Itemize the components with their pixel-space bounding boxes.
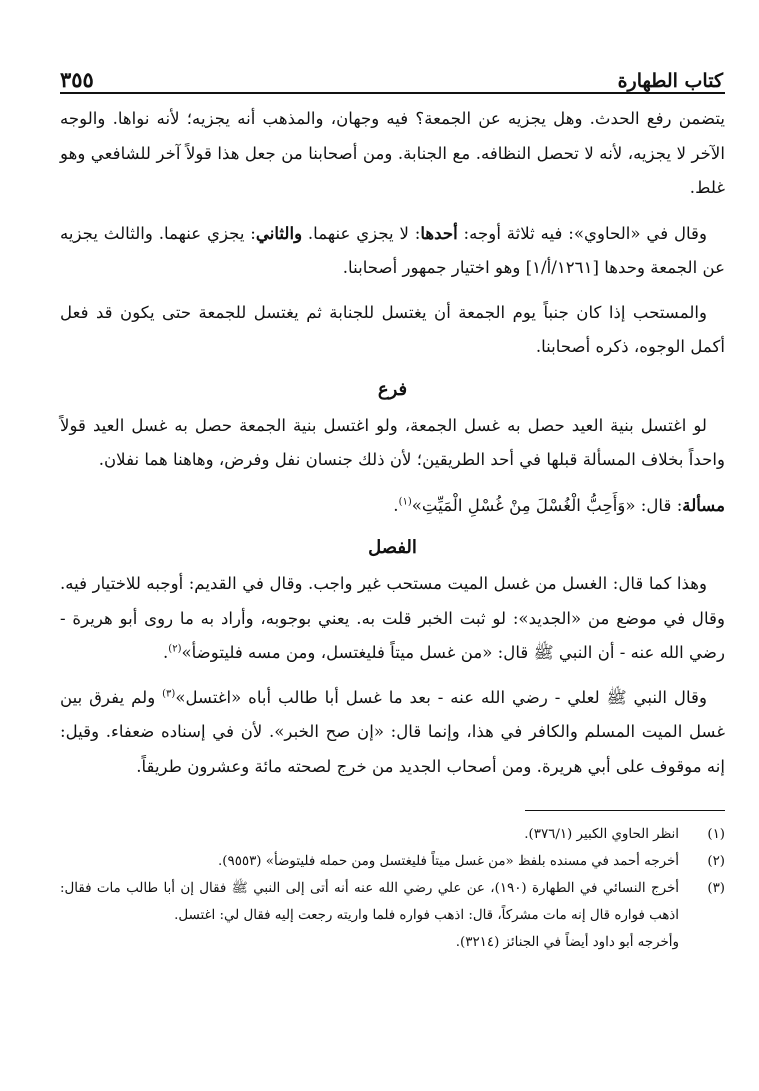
first-text: : لا يجزي عنهما. bbox=[302, 223, 421, 243]
ghusl-end: . bbox=[163, 643, 169, 662]
footnote bbox=[60, 875, 725, 929]
footnote-divider bbox=[525, 810, 725, 811]
masala-line: مسألة: قال: «وَأَحِبُّ الْغُسْلَ مِنْ غُسْلِ الْمَيِّتِ»$^{(١)}$. bbox=[393, 494, 725, 515]
paragraph-mustahab: والمستحب إذا كان جنباً يوم الجمعة أن يغتسل للجنابة ثم يغتسل للجمعة حتى يكون قد فعل أكمل الوجوه، ذكره أصحابنا. bbox=[60, 302, 725, 356]
main-text bbox=[60, 102, 725, 784]
paragraph-ghusl bbox=[60, 567, 725, 671]
footnote-number: (٢) bbox=[707, 854, 725, 869]
page bbox=[60, 52, 725, 956]
masala-text: : قال: «وَأَحِبُّ الْغُسْلَ مِنْ غُسْلِ الْمَيِّتِ» bbox=[411, 495, 683, 515]
footnote-ref-1: (١) bbox=[398, 495, 412, 507]
paragraph-1: يتضمن رفع الحدث. وهل يجزيه عن الجمعة؟ فيه وجهان، والمذهب أنه يجزيه؛ لأنه نواها. والوجه الآخر لا يجزيه، لأنه لا تحصل النظافه. مع الجنابة. ومن أصحابنا من جعل هذا قولاً آخر للشافعي وهو غلط. bbox=[60, 109, 725, 197]
footnote bbox=[60, 848, 725, 875]
footnote-number: (٣) bbox=[707, 881, 725, 896]
footnote-text: أخرج النسائي في الطهارة (١٩٠)، عن علي رضي الله عنه أنه أتى إلى النبي ﷺ فقال إن أبا طالب مات فقال: اذهب فواره قال إنه مات مشركاً، قال: اذهب فواره فلما واريته رجعت إليه فقال لي: اغتسل. bbox=[60, 881, 679, 923]
footnote-ref-2: (٢) bbox=[168, 643, 182, 655]
heading-far: فرع bbox=[377, 378, 408, 400]
footnote-continuation: وأخرجه أبو داود أيضاً في الجنائز (٣٢١٤). bbox=[455, 935, 679, 950]
second-label: والثاني bbox=[255, 222, 303, 243]
ali-text-a: وقال النبي ﷺ لعلي - رضي الله عنه - بعد ما غسل أبا طالب أباه «اغتسل» bbox=[175, 687, 707, 707]
footnote-number: (١) bbox=[707, 827, 725, 842]
footnote-text: انظر الحاوي الكبير (٣٧٦/١). bbox=[524, 827, 679, 842]
ali-text-b: ولم يفرق بين غسل الميت المسلم والكافر في هذا، وإنما قال: «إن صح الخبر». لأن في إسناده ضعفاء. وقيل: إنه موقوف على أبي هريرة. ومن أصحاب الجديد من خرج لصحته مائة وعشرون طريقاً. bbox=[60, 687, 725, 776]
book-title: كتاب الطهارة bbox=[617, 70, 723, 92]
masala-label: مسألة bbox=[682, 494, 725, 515]
second-text: : يجزي عنهما. والثالث يجزيه عن الجمعة وحدها [١٢٦١/أ/١] وهو اختيار جمهور أصحابنا. bbox=[60, 223, 725, 277]
footnotes bbox=[60, 821, 725, 956]
footnote-text: أخرجه أحمد في مسنده بلفظ «من غسل ميتاً فليغتسل ومن حمله فليتوضأ» (٩٥٥٣). bbox=[218, 854, 679, 869]
page-number: ٣٥٥ bbox=[60, 67, 94, 92]
paragraph-eid: لو اغتسل بنية العيد حصل به غسل الجمعة، ولو اغتسل بنية الجمعة حصل به غسل العيد قولاً واحداً بخلاف المسألة قبلها في أحد الطريقين؛ لأن ذلك جنسان نفل وفرض، وهاهنا هما نفلان. bbox=[60, 415, 725, 469]
paragraph-hawi bbox=[60, 216, 725, 286]
footnote bbox=[60, 821, 725, 848]
paragraph-ali bbox=[60, 681, 725, 785]
page-header bbox=[60, 52, 725, 94]
hawi-intro: وقال في «الحاوي»: فيه ثلاثة أوجه: bbox=[457, 223, 708, 243]
first-label: أحدها bbox=[420, 222, 458, 243]
footnote-ref-3: (٣) bbox=[162, 687, 176, 699]
ghusl-text: وهذا كما قال: الغسل من غسل الميت مستحب غير واجب. وقال في القديم: أوجبه للاختيار فيه. وقال في موضع من «الجديد»: لو ثبت الخبر قلت به. يعني بوجوبه، وأراد به ما روى أبو هريرة - رضي الله عنه - أن النبي ﷺ قال: «من غسل ميتاً فليغتسل، ومن مسه فليتوضأ» bbox=[60, 574, 725, 662]
heading-fasl: الفصل bbox=[368, 537, 417, 558]
